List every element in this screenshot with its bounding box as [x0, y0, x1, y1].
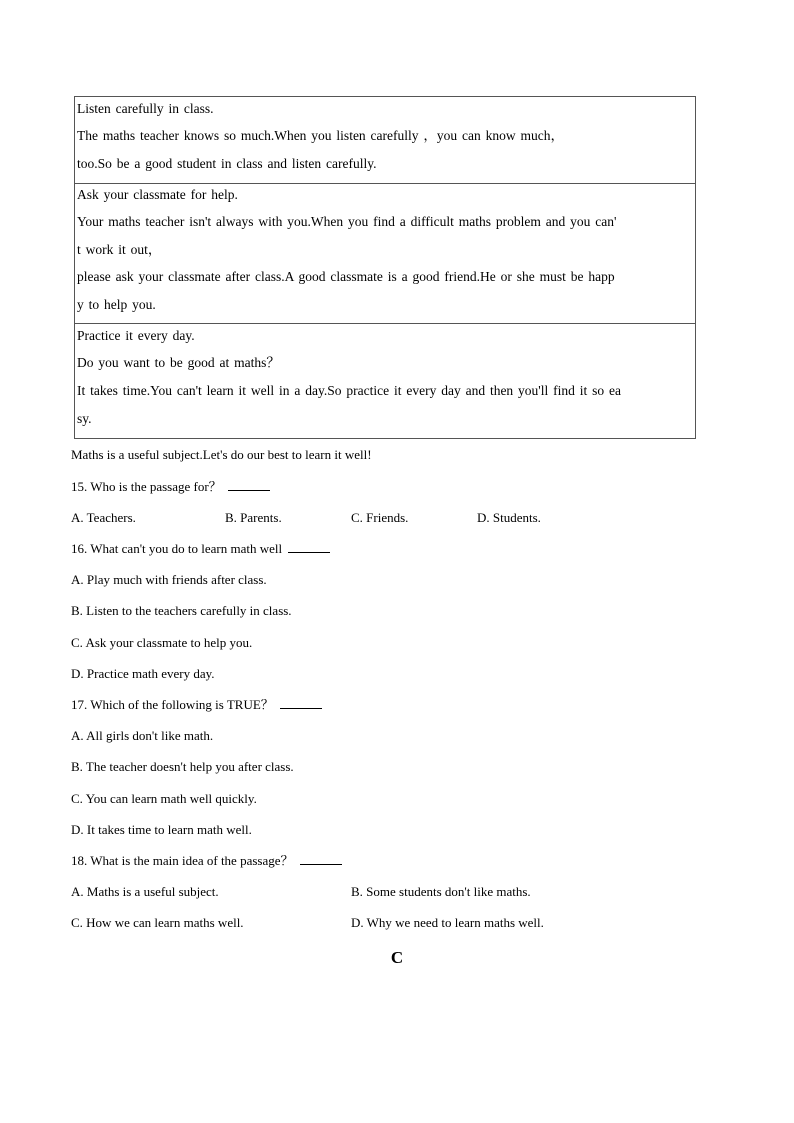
tip-text: The maths teacher knows so much.When you listen carefully ，you can know much，: [77, 128, 564, 143]
option-a[interactable]: A. All girls don't like math.: [71, 728, 214, 743]
option-c[interactable]: C. You can learn math well quickly.: [71, 791, 257, 806]
answer-blank[interactable]: [300, 852, 342, 865]
option-b[interactable]: B. The teacher doesn't help you after class.: [71, 759, 294, 774]
tip-title: Ask your classmate for help.: [77, 187, 238, 202]
tip-title: Listen carefully in class.: [77, 101, 214, 116]
option-b[interactable]: B. Parents.: [225, 510, 282, 525]
tip-text: Your maths teacher isn't always with you.When you find a difficult maths problem and you can': [77, 214, 617, 229]
tip-text: It takes time.You can't learn it well in a day.So practice it every day and then you'll find it so ea: [77, 383, 621, 398]
option-d[interactable]: D. Practice math every day.: [71, 666, 215, 681]
tip-text: too.So be a good student in class and listen carefully.: [77, 156, 377, 171]
tip-text: Do you want to be good at maths？: [77, 355, 280, 370]
question-18: [71, 851, 342, 871]
section-heading: C: [390, 948, 404, 967]
answer-blank[interactable]: [228, 478, 270, 491]
option-d[interactable]: D. It takes time to learn math well.: [71, 822, 252, 837]
option-a[interactable]: A. Maths is a useful subject.: [71, 884, 219, 899]
answer-blank[interactable]: [288, 540, 330, 553]
tip-text: sy.: [77, 411, 92, 426]
answer-blank[interactable]: [280, 696, 322, 709]
tip-box-3: [74, 324, 696, 439]
option-c[interactable]: C. Ask your classmate to help you.: [71, 635, 253, 650]
tip-text: t work it out，: [77, 242, 162, 257]
option-c[interactable]: C. Friends.: [351, 510, 409, 525]
question-stem: 18. What is the main idea of the passage？: [71, 853, 294, 868]
tip-title: Practice it every day.: [77, 328, 195, 343]
question-17: [71, 695, 322, 715]
question-stem: 17. Which of the following is TRUE？: [71, 697, 274, 712]
option-a[interactable]: A. Play much with friends after class.: [71, 572, 267, 587]
tip-text: y to help you.: [77, 297, 156, 312]
option-a[interactable]: A. Teachers.: [71, 510, 136, 525]
option-d[interactable]: D. Students.: [477, 510, 541, 525]
option-c[interactable]: C. How we can learn maths well.: [71, 915, 244, 930]
question-stem: 16. What can't you do to learn math well: [71, 541, 283, 556]
closing-sentence: Maths is a useful subject.Let's do our best to learn it well!: [71, 447, 372, 462]
question-stem: 15. Who is the passage for？: [71, 479, 222, 494]
option-d[interactable]: D. Why we need to learn maths well.: [351, 915, 544, 930]
option-b[interactable]: B. Some students don't like maths.: [351, 884, 531, 899]
tip-box-2: [74, 183, 696, 324]
question-16: [71, 539, 330, 559]
tip-box-1: [74, 96, 696, 184]
option-b[interactable]: B. Listen to the teachers carefully in class.: [71, 603, 292, 618]
tip-text: please ask your classmate after class.A good classmate is a good friend.He or she must be happ: [77, 269, 615, 284]
question-15: [71, 477, 270, 497]
